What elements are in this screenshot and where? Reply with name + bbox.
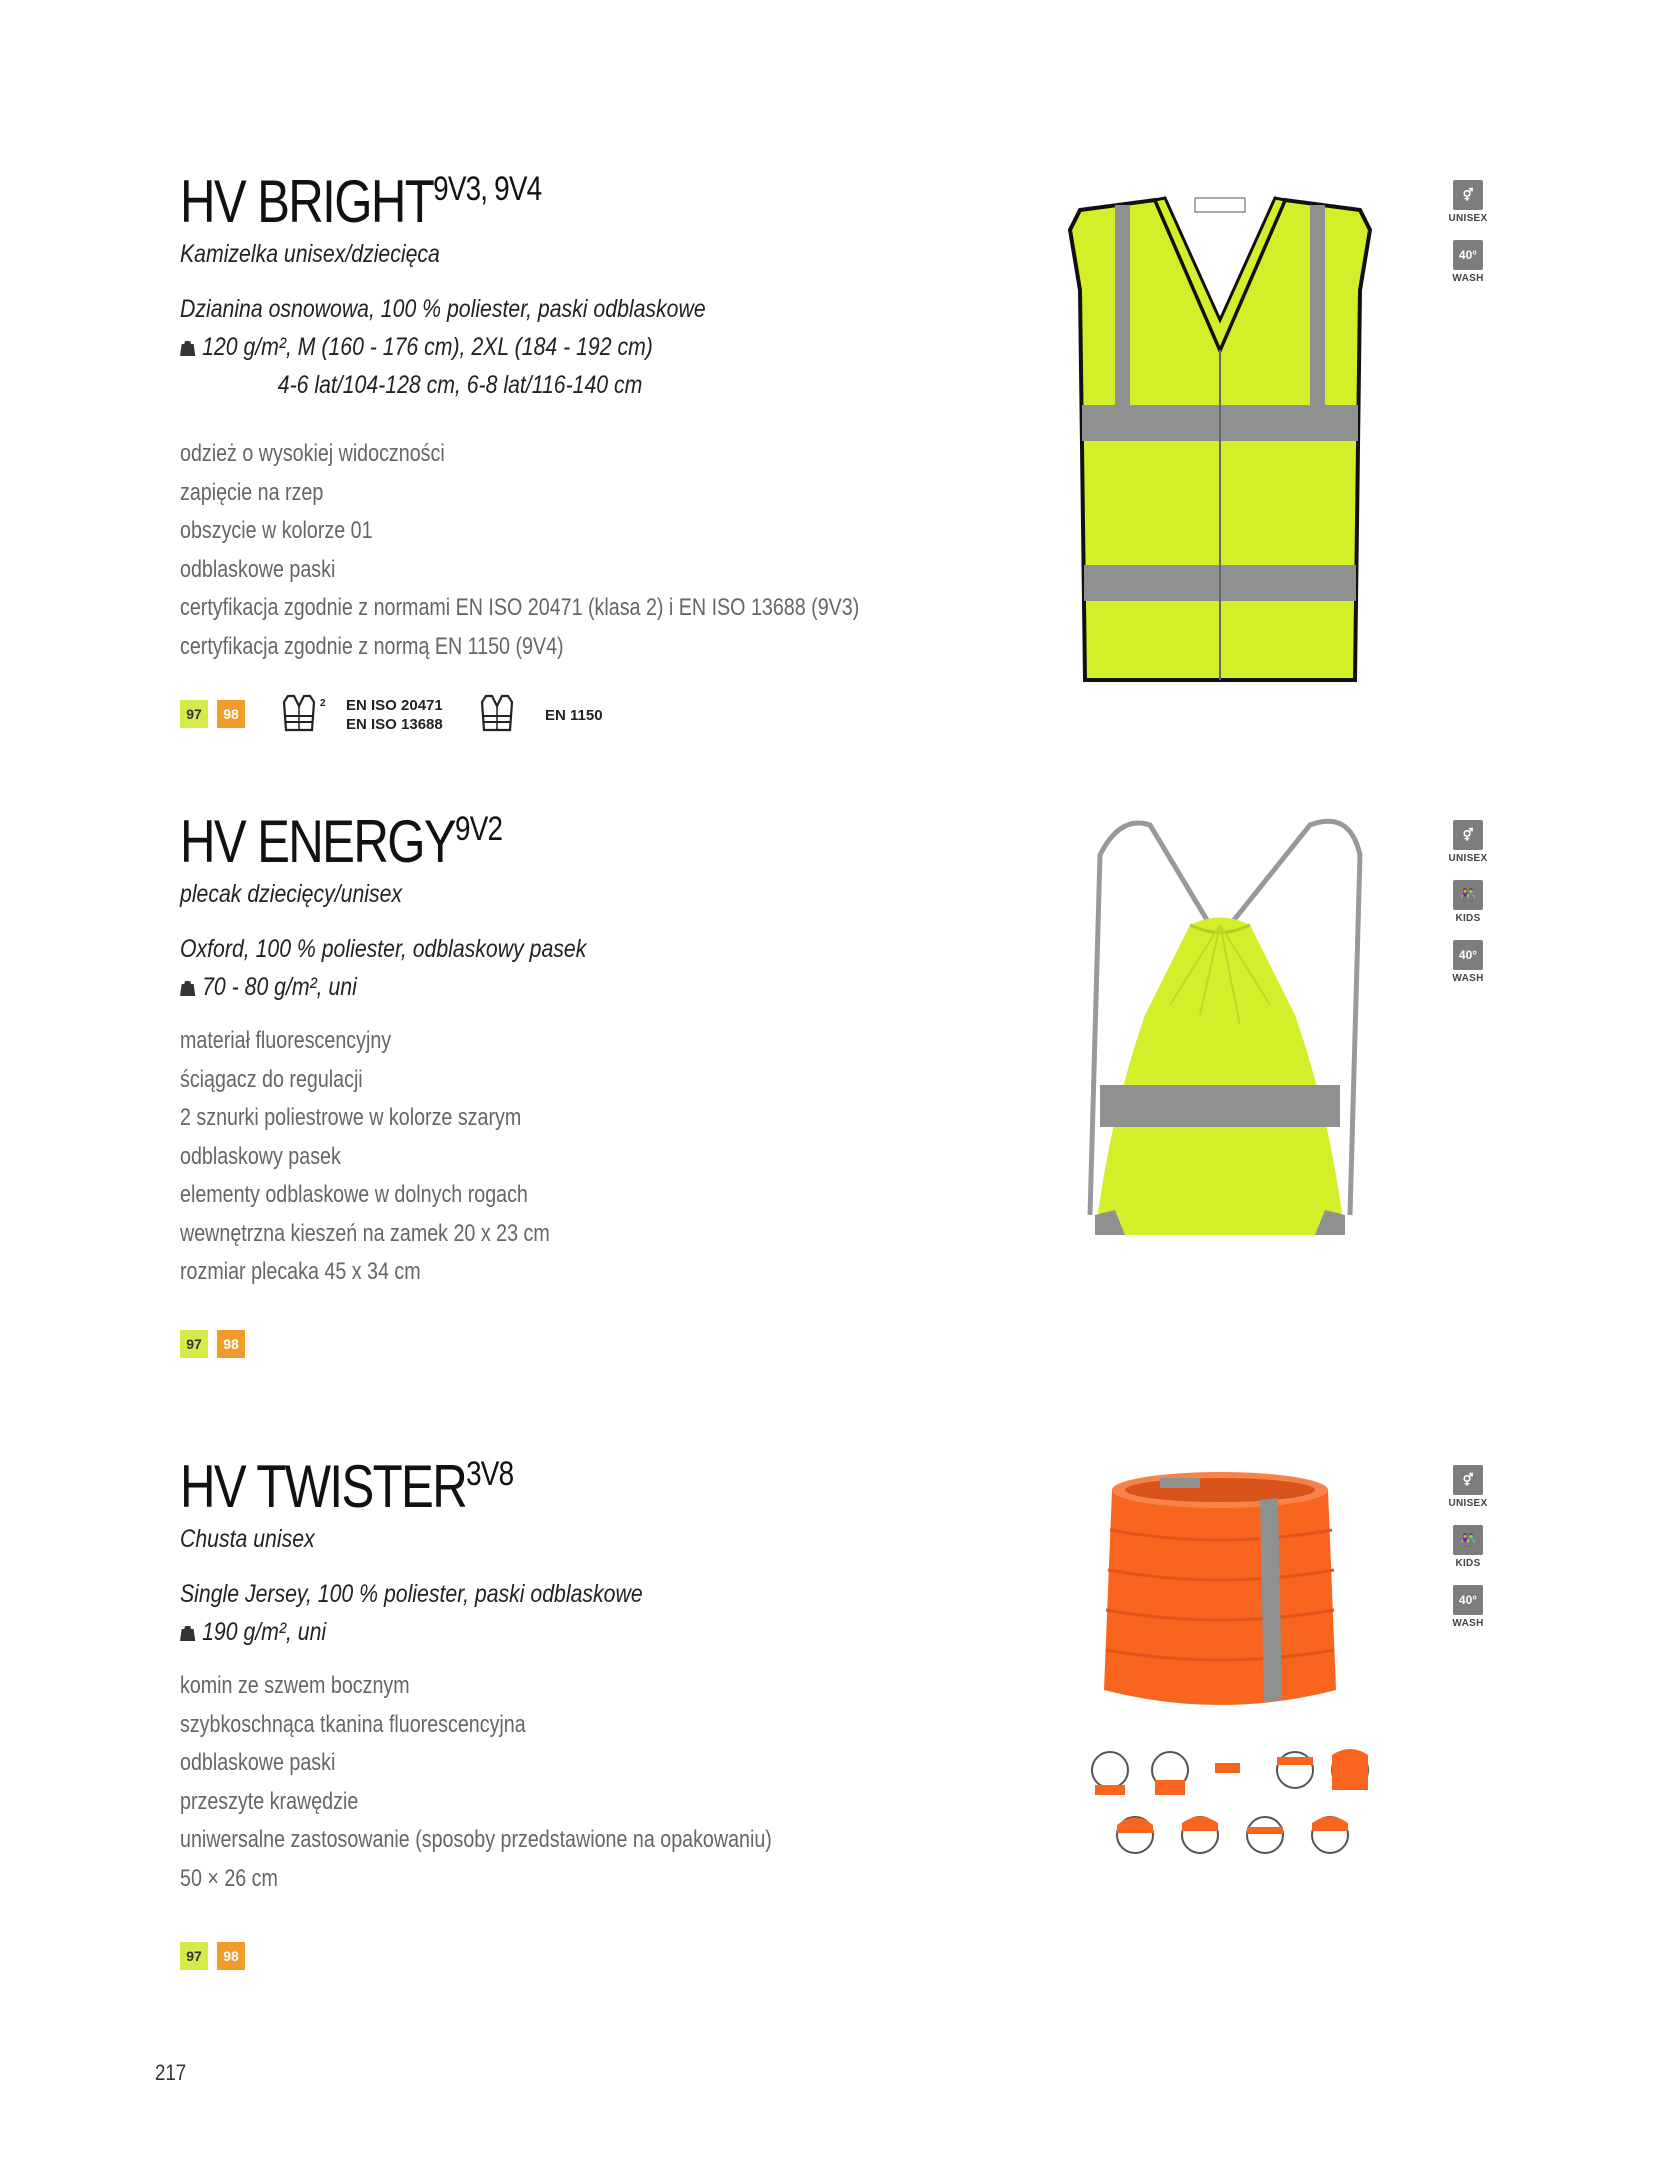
product-title: HV $TWISTER^{3V8}$ bbox=[180, 1453, 514, 1520]
badge-unisex: ⚥ UNISEX bbox=[1448, 180, 1488, 224]
page-number: 217 bbox=[155, 2060, 187, 2085]
list-item: przeszyte krawędzie bbox=[180, 1787, 359, 1815]
color-swatch-98[interactable]: 98 bbox=[217, 700, 245, 728]
feature-list bbox=[180, 1022, 550, 1292]
hv-backpack-image bbox=[1060, 815, 1380, 1265]
wash-40-icon: 40° bbox=[1453, 940, 1483, 970]
color-swatch-98[interactable]: 98 bbox=[217, 1330, 245, 1358]
fabric-text: Single Jersey, 100 % poliester, paski odblaskowe bbox=[180, 1580, 643, 1608]
weight-line: 190 g/m², uni bbox=[180, 1613, 643, 1651]
hv-vest-cert-icon bbox=[280, 692, 318, 734]
badge-wash: 40° WASH bbox=[1448, 240, 1488, 284]
list-item: materiał fluorescencyjny bbox=[180, 1027, 392, 1054]
list-item: zapięcie na rzep bbox=[180, 478, 324, 506]
product-subtitle: Chusta unisex bbox=[180, 1525, 315, 1553]
color-swatch-97[interactable]: 97 bbox=[180, 1330, 208, 1358]
list-item: odzież o wysokiej widoczności bbox=[180, 440, 445, 467]
list-item: certyfikacja zgodnie z normą EN 1150 (9V4) bbox=[180, 632, 564, 660]
badge-wash: 40° WASH bbox=[1448, 940, 1488, 984]
weight-icon bbox=[180, 1623, 195, 1641]
kids-icon: 👫 bbox=[1453, 880, 1483, 910]
list-item: uniwersalne zastosowanie (sposoby przedstawione na opakowaniu) bbox=[180, 1826, 772, 1853]
wash-40-icon: 40° bbox=[1453, 240, 1483, 270]
product-codes: 9V2 bbox=[455, 810, 503, 848]
feature-list bbox=[180, 1667, 772, 1898]
list-item: 2 sznurki poliestrowe w kolorze szarym bbox=[180, 1104, 522, 1131]
fabric-info bbox=[180, 930, 586, 1006]
fabric-info bbox=[180, 1575, 643, 1651]
list-item: wewnętrzna kieszeń na zamek 20 x 23 cm bbox=[180, 1219, 550, 1247]
hv-vest-image bbox=[1060, 190, 1380, 690]
unisex-icon: ⚥ bbox=[1453, 1465, 1483, 1495]
list-item: szybkoschnąca tkanina fluorescencyjna bbox=[180, 1710, 526, 1738]
product-codes: 9V3, 9V4 bbox=[433, 170, 542, 208]
wearing-styles-illustration bbox=[1085, 1745, 1385, 1865]
cert-standards: EN ISO 20471 EN ISO 13688 bbox=[346, 697, 443, 733]
cert-en1150: EN 1150 bbox=[545, 707, 603, 724]
list-item: obszycie w kolorze 01 bbox=[180, 517, 373, 544]
list-item: rozmiar plecaka 45 x 34 cm bbox=[180, 1258, 421, 1285]
weight-icon bbox=[180, 338, 195, 356]
list-item: 50 × 26 cm bbox=[180, 1864, 278, 1892]
fabric-text: Oxford, 100 % poliester, odblaskowy pasek bbox=[180, 935, 587, 963]
badge-kids: 👫 KIDS bbox=[1448, 880, 1488, 924]
product-title: HV $BRIGHT^{9V3, 9V4}$ bbox=[180, 168, 542, 235]
list-item: komin ze szwem bocznym bbox=[180, 1672, 410, 1699]
badge-kids: 👫 KIDS bbox=[1448, 1525, 1488, 1569]
hv-neck-gaiter-image bbox=[1100, 1460, 1340, 1720]
color-swatch-98[interactable]: 98 bbox=[217, 1942, 245, 1970]
product-subtitle: plecak dziecięcy/unisex bbox=[180, 880, 403, 908]
weight-line: 70 - 80 g/m², uni bbox=[180, 968, 586, 1006]
color-swatch-97[interactable]: 97 bbox=[180, 700, 208, 728]
unisex-icon: ⚥ bbox=[1453, 820, 1483, 850]
badge-wash: 40° WASH bbox=[1448, 1585, 1488, 1629]
color-swatch-97[interactable]: 97 bbox=[180, 1942, 208, 1970]
unisex-icon: ⚥ bbox=[1453, 180, 1483, 210]
product-codes: 3V8 bbox=[466, 1455, 514, 1493]
fabric-info bbox=[180, 290, 706, 404]
fabric-text: Dzianina osnowowa, 100 % poliester, paski odblaskowe bbox=[180, 295, 706, 323]
list-item: ściągacz do regulacji bbox=[180, 1065, 363, 1093]
weight-line-2: 4-6 lat/104-128 cm, 6-8 lat/116-140 cm bbox=[277, 371, 643, 399]
list-item: odblaskowy pasek bbox=[180, 1142, 341, 1170]
cert-class: 2 bbox=[320, 698, 326, 709]
wash-40-icon: 40° bbox=[1453, 1585, 1483, 1615]
feature-list bbox=[180, 435, 859, 666]
weight-icon bbox=[180, 978, 195, 996]
product-subtitle: Kamizelka unisex/dziecięca bbox=[180, 240, 440, 268]
kids-icon: 👫 bbox=[1453, 1525, 1483, 1555]
badge-unisex: ⚥ UNISEX bbox=[1448, 1465, 1488, 1509]
list-item: elementy odblaskowe w dolnych rogach bbox=[180, 1181, 528, 1208]
list-item: certyfikacja zgodnie z normami EN ISO 20471 (klasa 2) i EN ISO 13688 (9V3) bbox=[180, 594, 860, 621]
hv-vest-cert-icon bbox=[478, 692, 516, 734]
list-item: odblaskowe paski bbox=[180, 1749, 336, 1776]
product-title: HV $ENERGY^{9V2}$ bbox=[180, 808, 503, 875]
weight-line: 120 g/m², M (160 - 176 cm), 2XL (184 - 192 cm) bbox=[180, 328, 706, 366]
list-item: odblaskowe paski bbox=[180, 555, 336, 583]
badge-unisex: ⚥ UNISEX bbox=[1448, 820, 1488, 864]
